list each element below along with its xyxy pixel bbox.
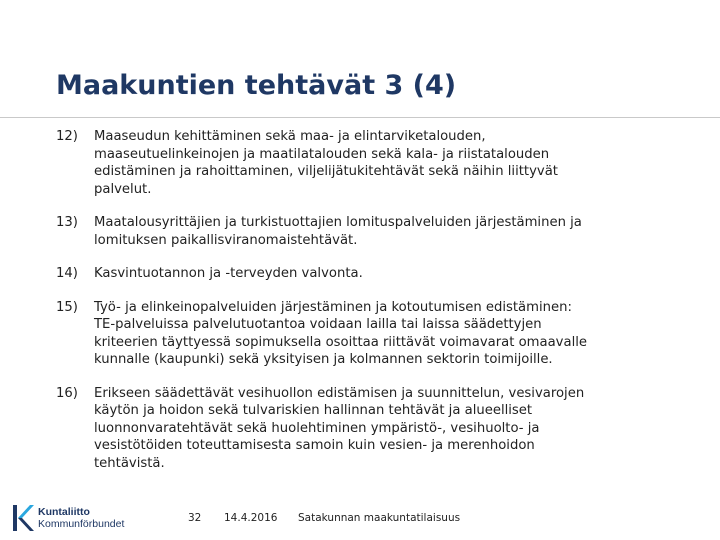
list-item (56, 214, 666, 249)
page-number: 32 (188, 512, 202, 524)
title-divider (0, 117, 720, 118)
list-item (56, 265, 666, 283)
item-number: 16) (56, 385, 78, 401)
logo-text (38, 506, 124, 530)
kuntaliitto-logo (12, 500, 142, 536)
item-text: Erikseen säädettävät vesihuollon edistämisen ja suunnittelun, vesivarojen käytön ja hoidon sekä tulvariskien hallinnan tehtävät ja alueelliset luonnonvaratehtävät sekä huolehtiminen ympäristö-, vesihuolto- ja vesistötöiden toteuttamisesta samoin kuin vesien- ja merenhoidon tehtävistä. (94, 385, 585, 471)
slide-footer (0, 500, 720, 540)
kuntaliitto-logo-icon (12, 503, 34, 533)
logo-line-1: Kuntaliitto (38, 506, 90, 518)
footer-organization: Satakunnan maakuntatilaisuus (298, 512, 461, 524)
task-list (56, 128, 666, 488)
logo-line-2: Kommunförbundet (38, 518, 125, 530)
footer-date: 14.4.2016 (224, 512, 278, 524)
list-item (56, 128, 666, 198)
item-number: 14) (56, 266, 78, 281)
list-item (56, 385, 666, 473)
item-number: 12) (56, 129, 78, 144)
item-text: Työ- ja elinkeinopalveluiden järjestäminen ja kotoutumisen edistäminen: TE-palveluissa palvelutuotantoa voidaan lailla tai laissa säädettyjen kriteerien täyttyessä sopimuksella osoittaa riittävät voimavarat omaavalle kunnalle (kaupunki) sekä yksityisen ja kolmannen sektorin toimijoille. (94, 299, 588, 367)
item-number: 15) (56, 299, 78, 315)
list-item (56, 299, 666, 369)
slide-title: Maakuntien tehtävät 3 (4) (56, 70, 457, 101)
item-text: Maatalousyrittäjien ja turkistuottajien lomituspalveluiden järjestäminen ja lomituksen paikallisviranomaistehtävät. (94, 215, 582, 248)
item-text: Maaseudun kehittäminen sekä maa- ja elintarviketalouden, maaseutuelinkeinojen ja maatilatalouden sekä kala- ja riistatalouden edistäminen ja rahoittaminen, viljelijätukitehtävät sekä näihin liittyvät palvelut. (94, 129, 558, 197)
item-number: 13) (56, 215, 78, 230)
item-text: Kasvintuotannon ja -terveyden valvonta. (94, 266, 363, 281)
